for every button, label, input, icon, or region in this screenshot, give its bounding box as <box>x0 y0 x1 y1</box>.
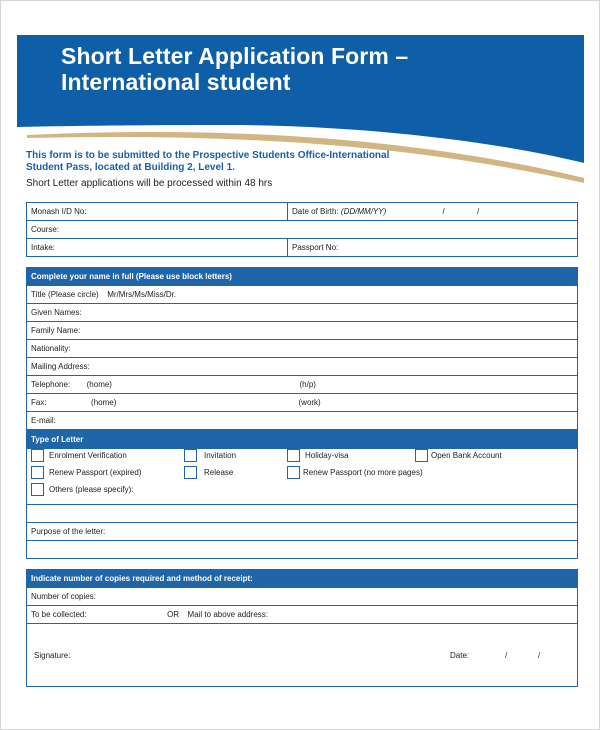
purpose-field[interactable]: Purpose of the letter: <box>27 523 578 541</box>
mailing-address-field[interactable]: Mailing Address: <box>27 358 578 376</box>
purpose-extra-line[interactable] <box>27 541 578 559</box>
title-line-1: Short Letter Application Form – <box>61 43 409 69</box>
signature-date-field[interactable]: Signature: Date: / / <box>27 624 578 687</box>
date-slash-1: / <box>505 651 508 660</box>
enrolment-verification-checkbox[interactable] <box>31 449 44 462</box>
intro-submission-note: This form is to be submitted to the Prospective Students Office-International Student Pass, located at Building 2, Level 1. <box>26 150 390 173</box>
course-field[interactable]: Course: <box>27 221 578 239</box>
option-renew-passport-no-pages[interactable]: Renew Passport (no more pages) <box>287 466 423 479</box>
number-of-copies-field[interactable]: Number of copies: <box>27 588 578 606</box>
date-label: Date: <box>450 651 470 660</box>
letter-type-header: Type of Letter <box>27 431 578 449</box>
option-others[interactable]: Others (please specify): <box>31 483 133 496</box>
email-field[interactable]: E-mail: <box>27 412 578 430</box>
intake-field[interactable]: Intake: <box>27 239 288 257</box>
others-checkbox[interactable] <box>31 483 44 496</box>
fax-home-field[interactable]: Fax: (home) <box>27 394 288 412</box>
option-renew-passport-expired[interactable]: Renew Passport (expired) <box>31 466 141 479</box>
student-id-table <box>26 202 578 257</box>
holiday-visa-checkbox[interactable] <box>287 449 300 462</box>
copies-section-header: Indicate number of copies required and method of receipt: <box>27 570 578 588</box>
renew-passport-expired-checkbox[interactable] <box>31 466 44 479</box>
release-checkbox[interactable] <box>184 466 197 479</box>
open-bank-account-checkbox[interactable] <box>415 449 428 462</box>
intro-processing-note: Short Letter applications will be processed within 48 hrs <box>26 178 273 189</box>
personal-details-table <box>26 267 578 430</box>
form-title <box>61 43 408 95</box>
fax-work-field[interactable]: (work) <box>288 394 578 412</box>
option-invitation[interactable]: Invitation <box>184 449 236 462</box>
monash-id-field[interactable]: Monash I/D No: <box>27 203 288 221</box>
family-name-field[interactable]: Family Name: <box>27 322 578 340</box>
receipt-method-field[interactable]: To be collected: OR Mail to above address: <box>27 606 578 624</box>
option-release[interactable]: Release <box>184 466 233 479</box>
letter-type-extra-line[interactable] <box>27 505 578 523</box>
given-names-field[interactable]: Given Names: <box>27 304 578 322</box>
name-section-header: Complete your name in full (Please use block letters) <box>27 268 578 286</box>
renew-passport-no-pages-checkbox[interactable] <box>287 466 300 479</box>
date-of-birth-field[interactable]: Date of Birth: (DD/MM/YY) / / <box>288 203 578 221</box>
nationality-field[interactable]: Nationality: <box>27 340 578 358</box>
date-slash-2: / <box>538 651 541 660</box>
option-holiday-visa[interactable]: Holiday-visa <box>287 449 349 462</box>
title-field[interactable]: Title (Please circle) Mr/Mrs/Ms/Miss/Dr. <box>27 286 578 304</box>
title-line-2: International student <box>61 69 291 95</box>
telephone-hp-field[interactable]: (h/p) <box>288 376 578 394</box>
copies-receipt-table <box>26 569 578 687</box>
passport-number-field[interactable]: Passport No: <box>288 239 578 257</box>
invitation-checkbox[interactable] <box>184 449 197 462</box>
telephone-home-field[interactable]: Telephone: (home) <box>27 376 288 394</box>
option-enrolment-verification[interactable]: Enrolment Verification <box>31 449 127 462</box>
option-open-bank-account[interactable]: Open Bank Account <box>415 449 502 462</box>
